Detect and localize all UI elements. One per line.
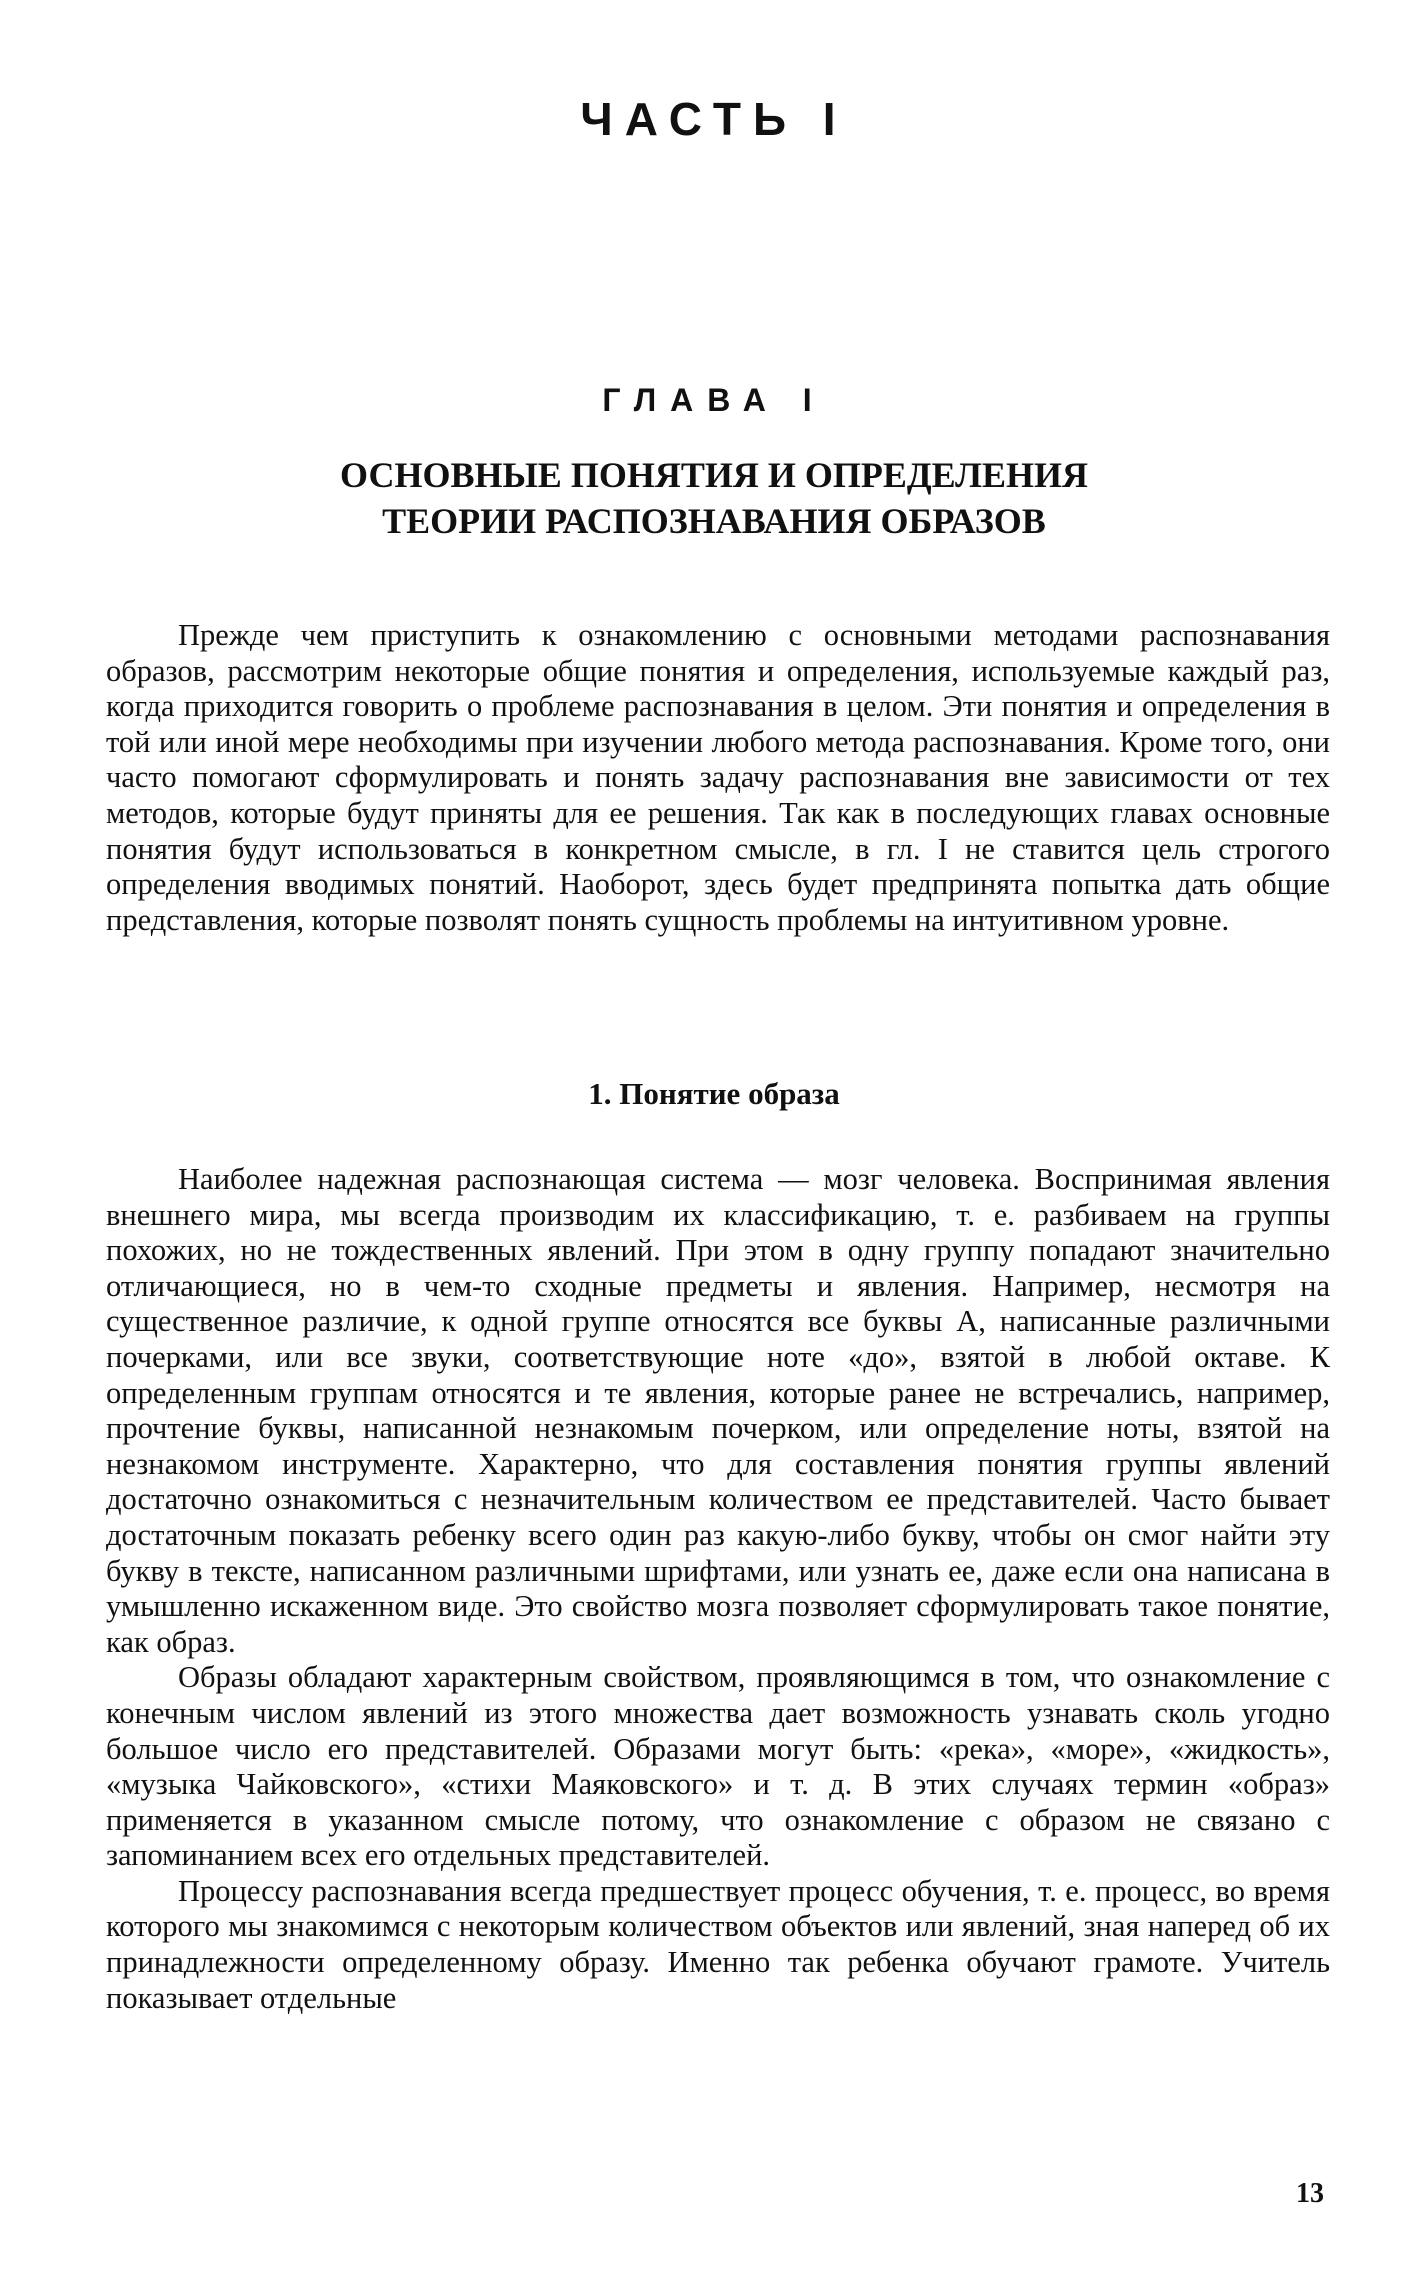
chapter-title-line-1: ОСНОВНЫЕ ПОНЯТИЯ И ОПРЕДЕЛЕНИЯ: [340, 455, 1088, 495]
section-paragraph-2: Образы обладают характерным свойством, проявляющимся в том, что ознакомление с конечным числом явлений из этого множества дает возможность узнавать сколь угодно большое число его представителей. Образами могут быть: «река», «море», «жидкость», «музыка Чайковского», «стихи Маяковского» и т. д. В этих случаях термин «образ» применяется в указанном смысле потому, что ознакомление с образом не связано с запоминанием всех его отдельных представителей.: [106, 1660, 1330, 1873]
part-title: ЧАСТЬ I: [580, 93, 848, 145]
intro-paragraph: Прежде чем приступить к ознакомлению с основными методами распознавания образов, рассмотрим некоторые общие понятия и определения, используемые каждый раз, когда приходится говорить о проблеме распознавания в целом. Эти понятия и определения в той или иной мере необходимы при изучении любого метода распознавания. Кроме того, они часто помогают сформулировать и понять задачу распознавания вне зависимости от тех методов, которые будут приняты для ее решения. Так как в последующих главах основные понятия будут использоваться в конкретном смысле, в гл. I не ставится цель строгого определения вводимых понятий. Наоборот, здесь будет предпринята попытка дать общие представления, которые позволят понять сущность проблемы на интуитивном уровне.: [106, 618, 1330, 937]
section-paragraph-3: Процессу распознавания всегда предшествует процесс обучения, т. е. процесс, во время которого мы знакомимся с некоторым количеством объектов или явлений, зная наперед об их принадлежности определенному образу. Именно так ребенка обучают грамоте. Учитель показывает отдельные: [106, 1873, 1330, 2015]
page-number: 13: [1296, 2178, 1324, 2209]
intro-text: [106, 618, 1330, 938]
section-text: [106, 1162, 1330, 2016]
chapter-label: ГЛАВА I: [602, 382, 826, 418]
chapter-title-line-2: ТЕОРИИ РАСПОЗНАВАНИЯ ОБРАЗОВ: [382, 501, 1046, 541]
section-heading: 1. Понятие образа: [588, 1076, 840, 1111]
chapter-title: [0, 452, 1428, 544]
section-paragraph-1: Наиболее надежная распознающая система — мозг человека. Воспринимая явления внешнего мира, мы всегда производим их классификацию, т. е. разбиваем на группы похожих, но не тождественных явлений. При этом в одну группу попадают значительно отличающиеся, но в чем-то сходные предметы и явления. Например, несмотря на существенное различие, к одной группе относятся все буквы А, написанные различными почерками, или все звуки, соответствующие ноте «до», взятой в любой октаве. К определенным группам относятся и те явления, которые ранее не встречались, например, прочтение буквы, написанной незнакомым почерком, или определение ноты, взятой на незнакомом инструменте. Характерно, что для составления понятия группы явлений достаточно ознакомиться с незначительным количеством ее представителей. Часто бывает достаточным показать ребенку всего один раз какую-либо букву, чтобы он смог найти эту букву в тексте, написанном различными шрифтами, или узнать ее, даже если она написана в умышленно искаженном виде. Это свойство мозга позволяет сформулировать такое понятие, как образ.: [106, 1162, 1330, 1659]
